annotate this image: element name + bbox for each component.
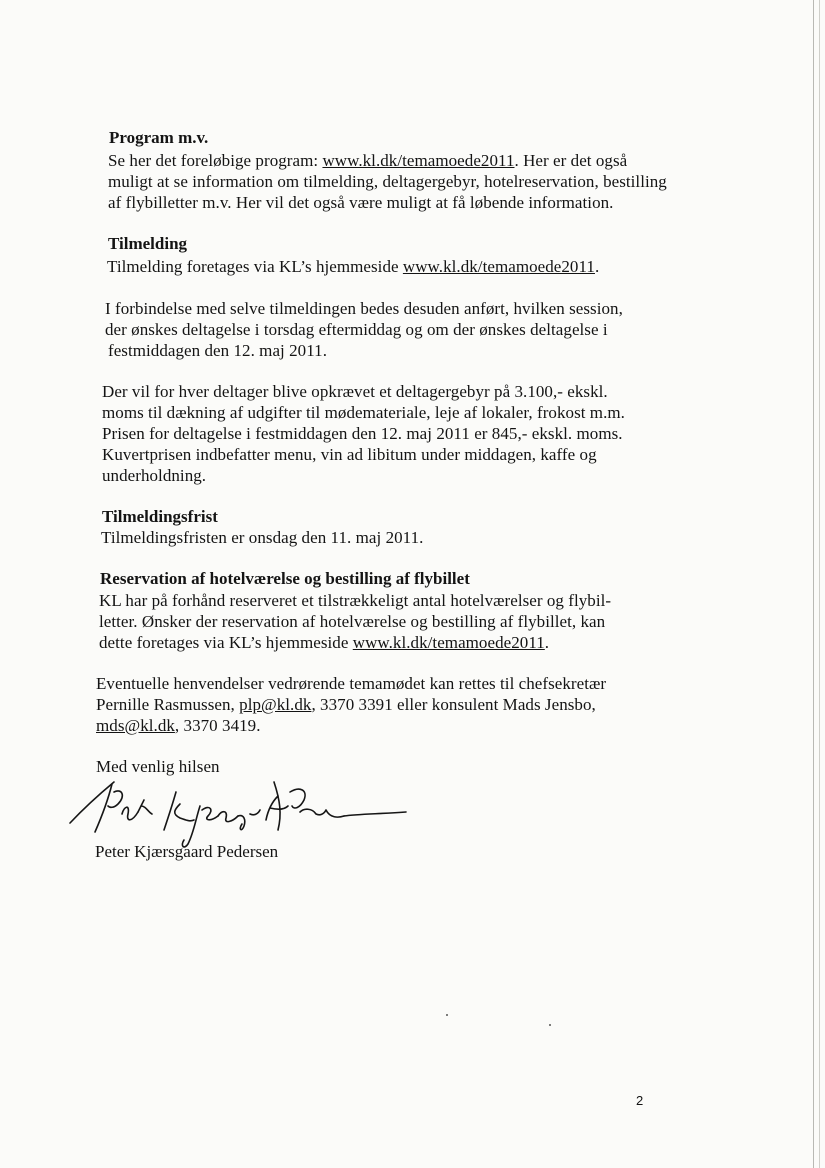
frist-line: Tilmeldingsfristen er onsdag den 11. maj 2011.	[101, 528, 424, 547]
email-plp-link[interactable]: plp@kl.dk	[239, 695, 312, 714]
program-line-2: muligt at se information om tilmelding, deltagergebyr, hotelreservation, bestilling	[108, 172, 667, 191]
tilmelding-line: Tilmelding foretages via KL’s hjemmeside www.kl.dk/temamoede2011.	[107, 257, 600, 276]
frist-heading: Tilmeldingsfrist	[102, 507, 218, 526]
program-line-1: Se her det foreløbige program: www.kl.dk/temamoede2011. Her er det også	[108, 151, 628, 170]
scan-speck	[446, 1014, 448, 1016]
scan-edge-line-2	[819, 0, 820, 1168]
reservation-paragraph: KL har på forhånd reserveret et tilstrækkeligt antal hotelværelser og flybil- letter. Ønsker der reservation af hotelværelse og bestilling af flybillet, kan dette foretages via KL’s hjemmeside www.kl.dk/temamoede2011.	[99, 591, 612, 652]
program-link[interactable]: www.kl.dk/temamoede2011	[322, 151, 515, 170]
reservation-link[interactable]: www.kl.dk/temamoede2011	[352, 633, 545, 652]
greeting: Med venlig hilsen	[96, 757, 220, 776]
tilmelding-link[interactable]: www.kl.dk/temamoede2011	[402, 257, 595, 276]
contact-paragraph: Eventuelle henvendelser vedrørende temamødet kan rettes til chefsekretær Pernille Rasmussen, plp@kl.dk, 3370 3391 eller konsulent Mads Jensbo, mds@kl.dk, 3370 3419.	[96, 674, 607, 735]
program-heading: Program m.v.	[109, 128, 209, 147]
email-mds-link[interactable]: mds@kl.dk	[96, 716, 175, 735]
scan-speck	[549, 1024, 551, 1026]
fee-paragraph: Der vil for hver deltager blive opkrævet et deltagergebyr på 3.100,- ekskl. moms til dækning af udgifter til mødemateriale, leje af lokaler, frokost m.m. Prisen for deltagelse i festmiddagen den 12. maj 2011 er 845,- ekskl. moms. Kuvertprisen indbefatter menu, vin ad libitum under middagen, kaffe og underholdning.	[102, 382, 625, 485]
signer-name: Peter Kjærsgaard Pedersen	[95, 842, 279, 861]
program-paragraph	[108, 150, 667, 213]
session-paragraph: I forbindelse med selve tilmeldingen bedes desuden anført, hvilken session, der ønskes deltagelse i torsdag eftermiddag og om der ønskes deltagelse i festmiddagen den 12. maj 2011.	[105, 299, 623, 360]
program-line-3: af flybilletter m.v. Her vil det også være muligt at få løbende information.	[108, 193, 614, 212]
page-number: 2	[636, 1093, 644, 1108]
scan-edge-line	[813, 0, 814, 1168]
tilmelding-heading: Tilmelding	[108, 234, 188, 253]
reservation-heading: Reservation af hotelværelse og bestilling af flybillet	[100, 569, 470, 588]
